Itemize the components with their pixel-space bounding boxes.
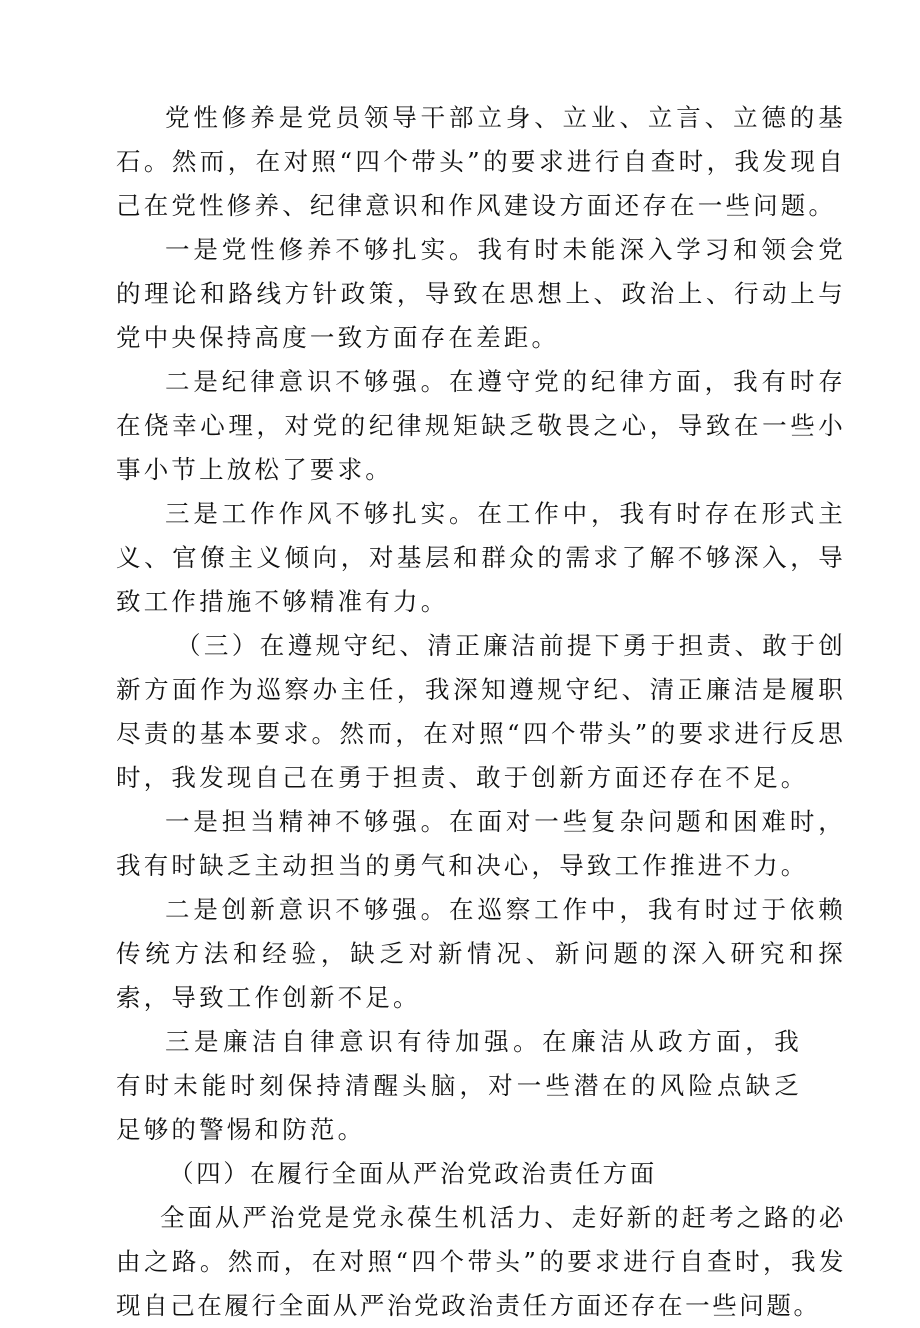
paragraph-party-spirit-issue-3: 三是工作作风不够扎实。在工作中，我有时存在形式主义、官僚主义倾向，对基层和群众的需求了解不够深入，导致工作措施不够精准有力。 [116, 499, 846, 616]
paragraph-party-spirit-intro: 党性修养是党员领导干部立身、立业、立言、立德的基石。然而，在对照“四个带头”的要求进行自查时，我发现自己在党性修养、纪律意识和作风建设方面还存在一些问题。 [116, 103, 846, 220]
paragraph-responsibility-issue-2: 二是创新意识不够强。在巡察工作中，我有时过于依赖传统方法和经验，缺乏对新情况、新问题的深入研究和探索，导致工作创新不足。 [116, 895, 846, 1012]
section-3-heading-paragraph: （三）在遵规守纪、清正廉洁前提下勇于担责、敢于创新方面作为巡察办主任，我深知遵规守纪、清正廉洁是履职尽责的基本要求。然而，在对照“四个带头”的要求进行反思时，我发现自己在勇于担责、敢于创新方面还存在不足。 [116, 631, 846, 792]
paragraph-party-spirit-issue-1: 一是党性修养不够扎实。我有时未能深入学习和领会党的理论和路线方针政策，导致在思想上、政治上、行动上与党中央保持高度一致方面存在差距。 [116, 235, 846, 352]
document-body [116, 96, 846, 1328]
section-4-heading: （四）在履行全面从严治党政治责任方面 [169, 1159, 657, 1188]
paragraph-strict-governance-intro: 全面从严治党是党永葆生机活力、走好新的赶考之路的必由之路。然而，在对照“四个带头”的要求进行自查时，我发现自己在履行全面从严治党政治责任方面还存在一些问题。 [116, 1203, 846, 1320]
paragraph-party-spirit-issue-2: 二是纪律意识不够强。在遵守党的纪律方面，我有时存在侥幸心理，对党的纪律规矩缺乏敬畏之心，导致在一些小事小节上放松了要求。 [116, 367, 846, 484]
paragraph-responsibility-issue-3: 三是廉洁自律意识有待加强。在廉洁从政方面，我有时未能时刻保持清醒头脑，对一些潜在的风险点缺乏足够的警惕和防范。 [116, 1027, 802, 1144]
paragraph-responsibility-issue-1: 一是担当精神不够强。在面对一些复杂问题和困难时，我有时缺乏主动担当的勇气和决心，导致工作推进不力。 [116, 807, 846, 880]
